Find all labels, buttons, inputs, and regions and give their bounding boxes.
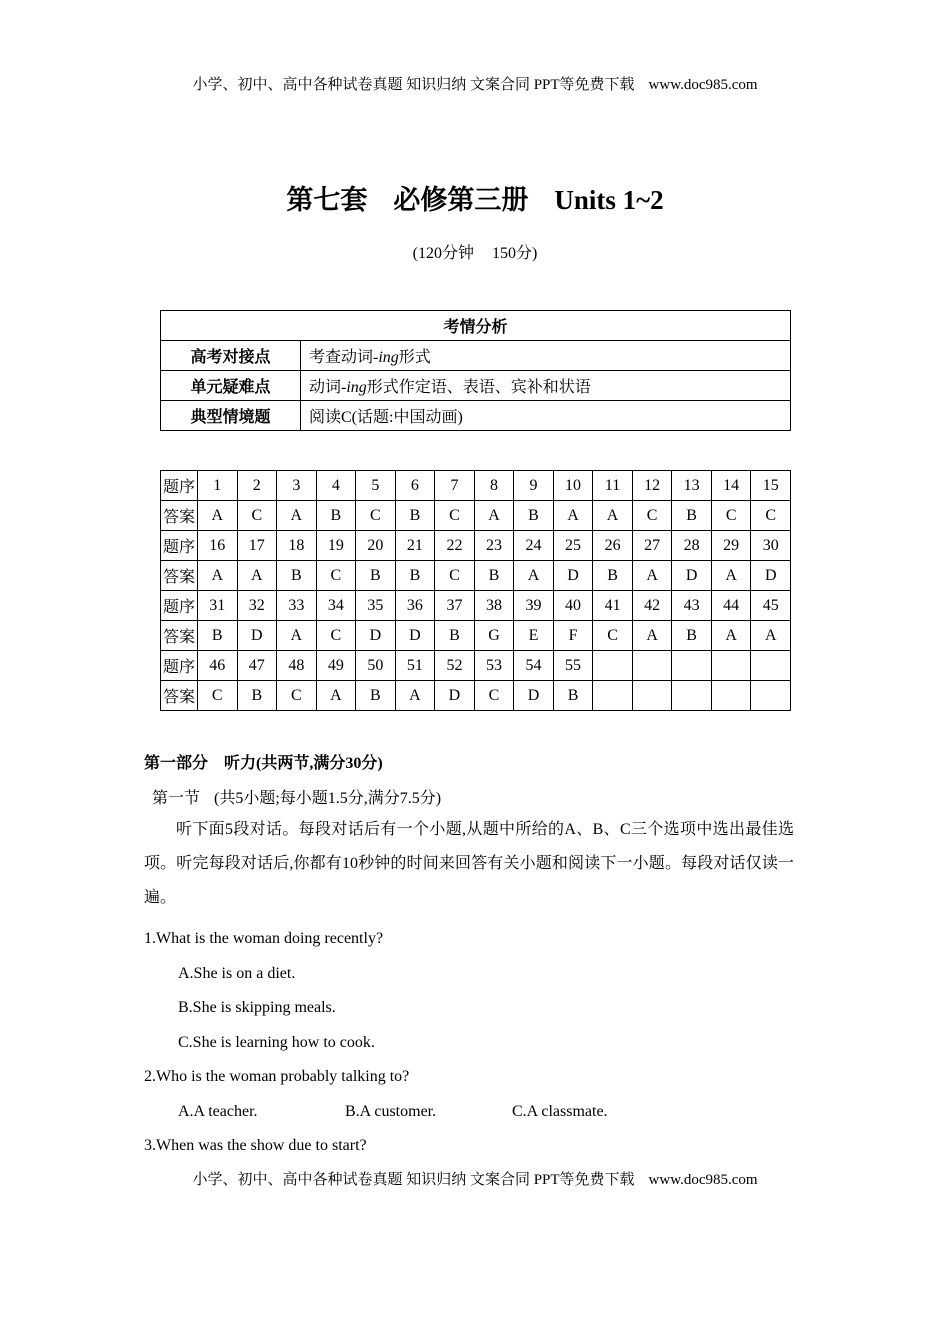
exam-info xyxy=(0,240,950,263)
row-label: 题序 xyxy=(161,651,198,681)
answer-cell: B xyxy=(356,561,396,591)
answer-cell: A xyxy=(632,561,672,591)
exam-score: 150分) xyxy=(492,245,538,262)
analysis-value: 考查动词-ing形式 xyxy=(301,341,791,371)
answer-cell: E xyxy=(514,621,554,651)
answer-cell: B xyxy=(395,561,435,591)
question-option: A.She is on a diet. xyxy=(178,965,296,982)
answer-cell: C xyxy=(474,681,514,711)
answer-cell xyxy=(632,681,672,711)
answer-cell: D xyxy=(553,561,593,591)
answer-cell xyxy=(711,681,751,711)
question-number-cell xyxy=(632,651,672,681)
question-number-cell: 28 xyxy=(672,531,712,561)
answer-cell: A xyxy=(593,501,633,531)
question-number-cell: 29 xyxy=(711,531,751,561)
question-number-row xyxy=(161,531,791,561)
question-number-cell: 8 xyxy=(474,471,514,501)
question-option: C.A classmate. xyxy=(512,1103,608,1120)
answer-cell: B xyxy=(474,561,514,591)
question-number-cell: 22 xyxy=(435,531,475,561)
answer-cell: C xyxy=(198,681,238,711)
answer-cell: G xyxy=(474,621,514,651)
question-number-row xyxy=(161,591,791,621)
page-footer xyxy=(0,1168,950,1189)
answer-cell: D xyxy=(514,681,554,711)
question-number-cell: 27 xyxy=(632,531,672,561)
page-title xyxy=(0,178,950,217)
question-number-cell: 43 xyxy=(672,591,712,621)
answer-cell: D xyxy=(237,621,277,651)
answer-cell: A xyxy=(474,501,514,531)
answer-cell: C xyxy=(435,561,475,591)
question-number-cell: 47 xyxy=(237,651,277,681)
answer-row xyxy=(161,561,791,591)
answer-cell: A xyxy=(711,621,751,651)
question-number-cell: 19 xyxy=(316,531,356,561)
answer-key-table xyxy=(160,470,791,711)
answer-cell: B xyxy=(316,501,356,531)
answer-cell: A xyxy=(553,501,593,531)
question-number-cell: 11 xyxy=(593,471,633,501)
answer-cell: B xyxy=(198,621,238,651)
row-label: 答案 xyxy=(161,621,198,651)
question-number-cell: 7 xyxy=(435,471,475,501)
answer-cell: B xyxy=(435,621,475,651)
question-number-cell: 5 xyxy=(356,471,396,501)
question-number-cell xyxy=(751,651,791,681)
question-number-cell: 6 xyxy=(395,471,435,501)
question-option: A.A teacher. xyxy=(178,1103,258,1120)
row-label: 答案 xyxy=(161,561,198,591)
answer-cell: B xyxy=(593,561,633,591)
question-number-cell: 20 xyxy=(356,531,396,561)
answer-cell: A xyxy=(277,501,317,531)
question-number-cell: 31 xyxy=(198,591,238,621)
question-number-cell: 21 xyxy=(395,531,435,561)
answer-cell: C xyxy=(356,501,396,531)
answer-cell: D xyxy=(435,681,475,711)
answer-cell: C xyxy=(316,561,356,591)
question-number-cell: 30 xyxy=(751,531,791,561)
question-option: B.She is skipping meals. xyxy=(178,999,336,1016)
section-instructions: 听下面5段对话。每段对话后有一个小题,从题中所给的A、B、C三个选项中选出最佳选项。听完每段对话后,你都有10秒钟的时间来回答有关小题和阅读下一小题。每段对话仅读一遍。 xyxy=(144,821,794,906)
question-number-cell: 15 xyxy=(751,471,791,501)
question-number-cell: 13 xyxy=(672,471,712,501)
question-number-cell: 36 xyxy=(395,591,435,621)
question-number-cell: 33 xyxy=(277,591,317,621)
question-number-cell: 9 xyxy=(514,471,554,501)
answer-cell: A xyxy=(237,561,277,591)
question-number-row xyxy=(161,651,791,681)
question-number-cell: 26 xyxy=(593,531,633,561)
answer-cell: A xyxy=(711,561,751,591)
question-stem: 2.Who is the woman probably talking to? xyxy=(144,1068,410,1085)
answer-cell xyxy=(751,681,791,711)
question-number-cell: 2 xyxy=(237,471,277,501)
analysis-table xyxy=(160,310,791,431)
answer-cell: A xyxy=(316,681,356,711)
row-label: 答案 xyxy=(161,501,198,531)
question-number-cell: 18 xyxy=(277,531,317,561)
analysis-heading: 考情分析 xyxy=(161,311,791,341)
row-label: 题序 xyxy=(161,591,198,621)
answer-cell: C xyxy=(632,501,672,531)
question-stem: 1.What is the woman doing recently? xyxy=(144,930,384,947)
answer-cell: B xyxy=(553,681,593,711)
question-number-cell: 41 xyxy=(593,591,633,621)
analysis-row xyxy=(161,401,791,431)
answer-cell: B xyxy=(277,561,317,591)
analysis-row xyxy=(161,371,791,401)
question-number-cell: 44 xyxy=(711,591,751,621)
question-number-cell: 54 xyxy=(514,651,554,681)
answer-cell xyxy=(593,681,633,711)
question-number-cell: 3 xyxy=(277,471,317,501)
header-slogan: 小学、初中、高中各种试卷真题 知识归纳 文案合同 PPT等免费下载 xyxy=(192,77,635,93)
footer-slogan: 小学、初中、高中各种试卷真题 知识归纳 文案合同 PPT等免费下载 xyxy=(192,1172,635,1188)
question-number-cell: 42 xyxy=(632,591,672,621)
analysis-value: 动词-ing形式作定语、表语、宾补和状语 xyxy=(301,371,791,401)
answer-cell: C xyxy=(593,621,633,651)
row-label: 题序 xyxy=(161,531,198,561)
answer-cell: D xyxy=(751,561,791,591)
answer-cell: B xyxy=(672,621,712,651)
analysis-row xyxy=(161,341,791,371)
question-number-cell: 52 xyxy=(435,651,475,681)
question-number-cell: 37 xyxy=(435,591,475,621)
title-units: Units 1~2 xyxy=(554,185,664,215)
question-number-cell: 12 xyxy=(632,471,672,501)
answer-cell: C xyxy=(711,501,751,531)
page-header xyxy=(0,73,950,94)
answer-cell: C xyxy=(435,501,475,531)
question-number-cell: 17 xyxy=(237,531,277,561)
row-label: 答案 xyxy=(161,681,198,711)
title-set: 第七套 xyxy=(286,185,368,215)
answer-cell: A xyxy=(198,501,238,531)
question-option: B.A customer. xyxy=(345,1103,437,1120)
question-number-cell: 40 xyxy=(553,591,593,621)
answer-cell: D xyxy=(356,621,396,651)
answer-cell: B xyxy=(395,501,435,531)
exam-time: (120分钟 xyxy=(412,245,474,262)
answer-cell: A xyxy=(751,621,791,651)
question-number-cell xyxy=(672,651,712,681)
question-number-cell: 32 xyxy=(237,591,277,621)
question-number-row xyxy=(161,471,791,501)
answer-cell: B xyxy=(356,681,396,711)
answer-cell: F xyxy=(553,621,593,651)
question-number-cell: 16 xyxy=(198,531,238,561)
question-number-cell: 50 xyxy=(356,651,396,681)
question-number-cell: 23 xyxy=(474,531,514,561)
question-number-cell: 45 xyxy=(751,591,791,621)
answer-cell: A xyxy=(514,561,554,591)
question-number-cell: 48 xyxy=(277,651,317,681)
answer-cell: A xyxy=(277,621,317,651)
question-number-cell: 14 xyxy=(711,471,751,501)
question-number-cell: 38 xyxy=(474,591,514,621)
answer-row xyxy=(161,501,791,531)
analysis-value: 阅读C(话题:中国动画) xyxy=(301,401,791,431)
question-number-cell: 53 xyxy=(474,651,514,681)
answer-cell: B xyxy=(237,681,277,711)
question-number-cell: 55 xyxy=(553,651,593,681)
answer-cell: B xyxy=(672,501,712,531)
question-number-cell xyxy=(593,651,633,681)
answer-cell: B xyxy=(514,501,554,531)
answer-cell: C xyxy=(237,501,277,531)
question-number-cell: 39 xyxy=(514,591,554,621)
analysis-label: 典型情境题 xyxy=(161,401,301,431)
answer-cell: A xyxy=(198,561,238,591)
section-title: 第一部分 听力(共两节,满分30分) xyxy=(144,755,383,772)
question-number-cell: 10 xyxy=(553,471,593,501)
answer-cell: C xyxy=(751,501,791,531)
title-book: 必修第三册 xyxy=(393,185,529,215)
answer-cell: A xyxy=(632,621,672,651)
question-number-cell: 49 xyxy=(316,651,356,681)
question-number-cell: 35 xyxy=(356,591,396,621)
question-stem: 3.When was the show due to start? xyxy=(144,1137,367,1154)
header-url[interactable]: www.doc985.com xyxy=(648,77,758,93)
answer-cell: D xyxy=(672,561,712,591)
footer-url[interactable]: www.doc985.com xyxy=(648,1172,758,1188)
question-number-cell: 34 xyxy=(316,591,356,621)
question-number-cell: 4 xyxy=(316,471,356,501)
question-number-cell: 25 xyxy=(553,531,593,561)
answer-cell: A xyxy=(395,681,435,711)
analysis-label: 高考对接点 xyxy=(161,341,301,371)
answer-row xyxy=(161,681,791,711)
section-subtitle: 第一节 (共5小题;每小题1.5分,满分7.5分) xyxy=(152,790,442,807)
answer-cell: C xyxy=(316,621,356,651)
question-number-cell: 24 xyxy=(514,531,554,561)
answer-cell xyxy=(672,681,712,711)
analysis-label: 单元疑难点 xyxy=(161,371,301,401)
question-number-cell: 46 xyxy=(198,651,238,681)
question-number-cell: 1 xyxy=(198,471,238,501)
question-number-cell xyxy=(711,651,751,681)
question-option: C.She is learning how to cook. xyxy=(178,1034,375,1051)
answer-cell: C xyxy=(277,681,317,711)
answer-cell: D xyxy=(395,621,435,651)
question-number-cell: 51 xyxy=(395,651,435,681)
row-label: 题序 xyxy=(161,471,198,501)
answer-row xyxy=(161,621,791,651)
